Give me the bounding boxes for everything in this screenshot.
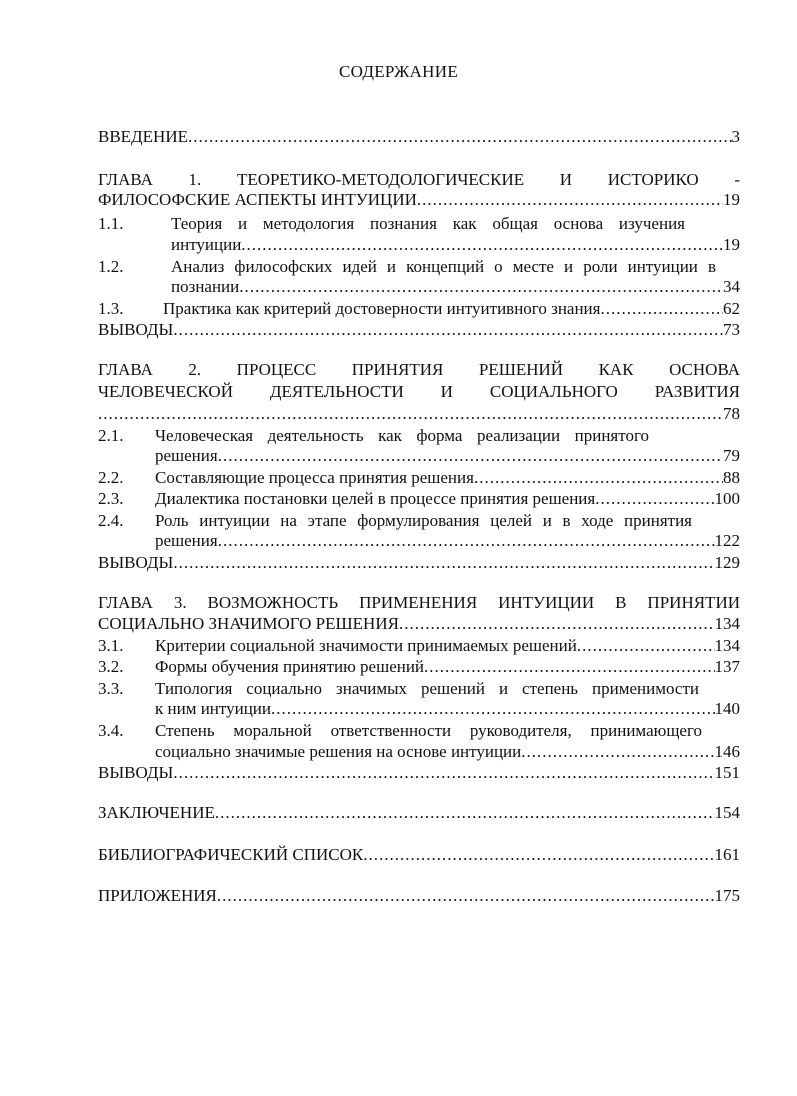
- toc-page: 129: [714, 553, 740, 572]
- section-3-4-title[interactable]: Степень моральной ответственности руководителя, принимающего: [155, 721, 702, 740]
- page-title: СОДЕРЖАНИЕ: [338, 62, 459, 81]
- section-3-3-title[interactable]: Типология социально значимых решений и степень применимости: [155, 679, 699, 698]
- toc-leader: [600, 299, 723, 319]
- toc-entry-introduction[interactable]: [98, 127, 740, 147]
- section-number: 2.2.: [98, 468, 124, 487]
- toc-leader: [399, 614, 715, 634]
- toc-label: ВЫВОДЫ: [98, 763, 174, 782]
- toc-leader: [241, 235, 723, 255]
- toc-entry-section-3-4[interactable]: [155, 742, 740, 762]
- toc-leader: [474, 468, 723, 488]
- toc-entry-appendices[interactable]: [98, 886, 740, 906]
- toc-label: ПРИЛОЖЕНИЯ: [98, 886, 217, 905]
- toc-page: 134: [714, 636, 740, 655]
- toc-page: 154: [714, 803, 740, 822]
- toc-leader: [363, 845, 714, 865]
- section-number: 3.1.: [98, 636, 124, 655]
- toc-leader: [218, 531, 715, 551]
- toc-label: решения: [155, 531, 218, 550]
- toc-entry-section-1-2[interactable]: [171, 277, 740, 297]
- section-2-1-title[interactable]: Человеческая деятельность как форма реализации принятого: [155, 426, 649, 445]
- toc-entry-section-2-2[interactable]: [155, 468, 740, 488]
- toc-leader: [173, 763, 714, 783]
- section-number: 1.2.: [98, 257, 124, 276]
- toc-label: ФИЛОСОФСКИЕ АСПЕКТЫ ИНТУИЦИИ: [98, 190, 417, 209]
- toc-label: интуиции: [171, 235, 242, 254]
- toc-leader: [424, 657, 714, 677]
- toc-page: 19: [723, 235, 740, 254]
- toc-page: 19: [723, 190, 740, 209]
- toc-leader: [271, 699, 714, 719]
- toc-page: 3: [731, 127, 740, 146]
- toc-leader: [217, 886, 715, 906]
- toc-label: к ним интуиции: [155, 699, 272, 718]
- section-number: 2.1.: [98, 426, 124, 445]
- toc-entry-chapter-3[interactable]: [98, 614, 740, 634]
- toc-page: 137: [714, 657, 740, 676]
- toc-entry-section-2-3[interactable]: [155, 489, 740, 509]
- toc-leader: [595, 489, 714, 509]
- toc-entry-section-2-4[interactable]: [155, 531, 740, 551]
- toc-entry-section-3-1[interactable]: [155, 636, 740, 656]
- toc-entry-chapter-3-conclusions[interactable]: [98, 763, 740, 783]
- chapter-1-heading[interactable]: ГЛАВА 1. ТЕОРЕТИКО-МЕТОДОЛОГИЧЕСКИЕ И ИСТОРИКО -: [98, 170, 740, 189]
- toc-entry-chapter-1[interactable]: [98, 190, 740, 210]
- toc-label: Критерии социальной значимости принимаемых решений: [155, 636, 577, 655]
- toc-leader: [239, 277, 723, 297]
- toc-entry-section-1-1[interactable]: [171, 235, 740, 255]
- section-number: 1.3.: [98, 299, 124, 318]
- toc-leader: [215, 803, 715, 823]
- toc-page: 140: [714, 699, 740, 718]
- chapter-3-heading[interactable]: ГЛАВА 3. ВОЗМОЖНОСТЬ ПРИМЕНЕНИЯ ИНТУИЦИИ В ПРИНЯТИИ: [98, 593, 740, 612]
- toc-page: 151: [714, 763, 740, 782]
- toc-entry-bibliography[interactable]: [98, 845, 740, 865]
- section-number: 3.3.: [98, 679, 124, 698]
- section-2-4-title[interactable]: Роль интуиции на этапе формулирования целей и в ходе принятия: [155, 511, 692, 530]
- section-number: 3.4.: [98, 721, 124, 740]
- toc-label: Составляющие процесса принятия решения: [155, 468, 474, 487]
- toc-label: Практика как критерий достоверности интуитивного знания: [163, 299, 601, 318]
- toc-entry-section-3-3[interactable]: [155, 699, 740, 719]
- toc-page: 73: [723, 320, 740, 339]
- section-1-1-title[interactable]: Теория и методология познания как общая основа изучения: [171, 214, 685, 233]
- toc-page: 78: [723, 404, 740, 423]
- toc-entry-section-2-1[interactable]: [155, 446, 740, 466]
- toc-page: 34: [723, 277, 740, 296]
- toc-label: ВЫВОДЫ: [98, 320, 174, 339]
- chapter-2-heading-line-1[interactable]: ГЛАВА 2. ПРОЦЕСС ПРИНЯТИЯ РЕШЕНИЙ КАК ОСНОВА: [98, 360, 740, 379]
- toc-leader: [188, 127, 732, 147]
- section-number: 1.1.: [98, 214, 124, 233]
- toc-leader: [173, 320, 723, 340]
- section-number: 3.2.: [98, 657, 124, 676]
- toc-label: решения: [155, 446, 218, 465]
- toc-page: 100: [714, 489, 740, 508]
- toc-leader: [173, 553, 714, 573]
- toc-label: социально значимые решения на основе интуиции: [155, 742, 522, 761]
- toc-page: 175: [714, 886, 740, 905]
- toc-label: ВВЕДЕНИЕ: [98, 127, 188, 146]
- toc-label: БИБЛИОГРАФИЧЕСКИЙ СПИСОК: [98, 845, 364, 864]
- chapter-2-heading-line-2[interactable]: ЧЕЛОВЕЧЕСКОЙ ДЕЯТЕЛЬНОСТИ И СОЦИАЛЬНОГО РАЗВИТИЯ: [98, 382, 740, 401]
- toc-entry-chapter-2-conclusions[interactable]: [98, 553, 740, 573]
- toc-leader: [577, 636, 715, 656]
- toc-page: 122: [714, 531, 740, 550]
- toc-label: Диалектика постановки целей в процессе принятия решения: [155, 489, 596, 508]
- toc-label: познании: [171, 277, 240, 296]
- toc-entry-chapter-1-conclusions[interactable]: [98, 320, 740, 340]
- toc-label: ЗАКЛЮЧЕНИЕ: [98, 803, 215, 822]
- toc-leader: [521, 742, 714, 762]
- toc-page: 161: [714, 845, 740, 864]
- toc-label: СОЦИАЛЬНО ЗНАЧИМОГО РЕШЕНИЯ: [98, 614, 399, 633]
- section-1-2-title[interactable]: Анализ философских идей и концепций о месте и роли интуиции в: [171, 257, 716, 276]
- toc-label: Формы обучения принятию решений: [155, 657, 425, 676]
- section-number: 2.3.: [98, 489, 124, 508]
- toc-leader: [218, 446, 723, 466]
- toc-entry-conclusion[interactable]: [98, 803, 740, 823]
- toc-page: 79: [723, 446, 740, 465]
- toc-page: 134: [714, 614, 740, 633]
- toc-entry-section-3-2[interactable]: [155, 657, 740, 677]
- section-number: 2.4.: [98, 511, 124, 530]
- toc-page: 146: [714, 742, 740, 761]
- toc-leader: [417, 190, 723, 210]
- toc-leader: [98, 404, 723, 424]
- toc-entry-section-1-3[interactable]: [163, 299, 740, 319]
- toc-page: 62: [723, 299, 740, 318]
- toc-entry-chapter-2[interactable]: [98, 404, 740, 424]
- toc-page: 88: [723, 468, 740, 487]
- toc-label: ВЫВОДЫ: [98, 553, 174, 572]
